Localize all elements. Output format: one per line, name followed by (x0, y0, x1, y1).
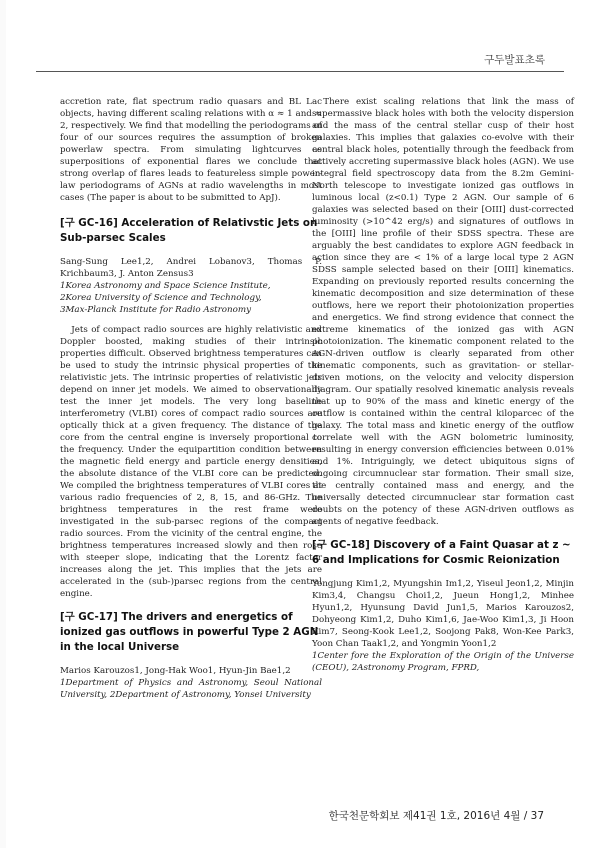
page-edge-shade (0, 0, 6, 848)
gc16-affiliation-2: 2Korea University of Science and Technology, (60, 293, 262, 303)
gc16-affiliation-1: 1Korea Astronomy and Space Science Institute, (60, 281, 271, 291)
page-header (0, 0, 600, 70)
gc18-affiliation: 1Center fore the Exploration of the Origin of the Universe (CEOU), 2Astronomy Program, FPRD, (312, 651, 574, 673)
gc17-authors: Marios Karouzos1, Jong-Hak Woo1, Hyun-Jin Bae1,2 (60, 666, 291, 676)
right-column (312, 96, 574, 674)
page-footer: 한국천문학회보 제41권 1호, 2016년 4월 / 37 (328, 810, 544, 822)
gc16-abstract: Jets of compact radio sources are highly relativistic and Doppler boosted, making studies of their intrinsic properties difficult. Observed brightness temperatures can be used to study the intrinsic physical properties of the relativistic jets. The intrinsic properties of relativistic jets depend on inner jet models. We aimed to observationally test the inner jet models. The very long baseline interferometry (VLBI) cores of compact radio sources are optically thick at a given frequency. The distance of the core from the central engine is inversely proportional to the frequency. Under the equipartition condition between the magnetic field energy and particle energy densities, the absolute distance of the VLBI core can be predicted. We compiled the brightness temperatures of VLBI cores at various radio frequencies of 2, 8, 15, and 86-GHz. The brightness temperatures in the rest frame were investigated in the sub-parsec regions of the compact radio sources. From the vicinity of the central engine, the brightness temperatures increased slowly and then rose with steeper slope, indicating that the Lorentz factor increases along the jet. This implies that the jets are accelerated in the (sub-)parsec regions from the central engine. (60, 325, 322, 599)
gc16-authors: Sang-Sung Lee1,2, Andrei Lobanov3, Thomas P. Krichbaum3, J. Anton Zensus3 (60, 257, 322, 279)
gc17-affiliations: 1Department of Physics and Astronomy, Seoul National University, 2Department of Astronomy, Yonsei University (60, 678, 322, 700)
gc18-authors: Yongjung Kim1,2, Myungshin Im1,2, Yiseul Jeon1,2, Minjin Kim3,4, Changsu Choi1,2, Jueun Hong1,2, Minhee Hyun1,2, Hyunsung David Jun1,5, Marios Karouzos2, Dohyeong Kim1,2, Duho Kim1,6, Jae-Woo Kim1,3, Ji Hoon Kim7, Seong-Kook Lee1,2, Soojong Pak8, Won-Kee Park3, Yoon Chan Taak1,2, and Yongmin Yoon1,2 (312, 579, 574, 649)
gc18-title: [구 GC-18] Discovery of a Faint Quasar at z ~ 6 and Implications for Cosmic Reionization (312, 539, 571, 566)
gc17-abstract: There exist scaling relations that link the mass of supermassive black holes with both the velocity dispersion and the mass of the central stellar cusp of their host galaxies. This implies that galaxies co-evolve with their central black holes, potentially through the feedback from actively accreting supermassive black holes (AGN). We use integral field spectroscopy data from the 8.2m Gemini-North telescope to investigate ionized gas outflows in luminous local (z<0.1) Type 2 AGN. Our sample of 6 galaxies was selected based on their [OIII] dust-corrected luminosity (>10^42 erg/s) and signatures of outflows in the [OIII] line profile of their SDSS spectra. These are arguably the best candidates to explore AGN feedback in action since they are < 1% of a large local type 2 AGN SDSS sample selected based on their [OIII] kinematics. Expanding on previously reported results concerning the kinematic decomposition and size determination of these outflows, here we report their photoionization properties and energetics. We find strong evidence that connect the extreme kinematics of the ionized gas with AGN photoionization. The kinematic component related to the AGN-driven outflow is clearly separated from other kinematic components, such as gravitation- or stellar-driven motions, on the velocity and velocity dispersion diagram. Our spatially resolved kinematic analysis reveals that up to 90% of the mass and kinetic energy of the outflow is contained within the central kiloparcec of the galaxy. The total mass and kinetic energy of the outflow correlate well with the AGN bolometric luminosity, resulting in energy conversion efficiencies between 0.01% and 1%. Intriguingly, we detect ubiquitous signs of ongoing circumnuclear star formation. Their small size, the centrally contained mass and energy, and the universally detected circumnuclear star formation cast doubts on the potency of these AGN-driven outflows as agents of negative feedback. (312, 97, 574, 527)
left-column (60, 96, 322, 701)
gc17-title: [구 GC-17] The drivers and energetics of ionized gas outflows in powerful Type 2 AGN in the local Universe (60, 611, 319, 653)
gc16-affiliation-3: 3Max-Planck Institute for Radio Astronomy (60, 305, 251, 315)
intro-paragraph: accretion rate, flat spectrum radio quasars and BL Lac objects, having different scaling relations with α ≈ 1 and ≈ 2, respectively. We find that modelling the periodograms of four of our sources requires the assumption of broken powerlaw spectra. From simulating lightcurves as superpositions of exponential flares we conclude that strong overlap of flares leads to featureless simple power-law periodograms of AGNs at radio wavelengths in most cases (The paper is about to be submitted to ApJ). (60, 97, 322, 203)
header-rule (36, 71, 564, 72)
gc16-title: [구 GC-16] Acceleration of Relativstic Jets on Sub-parsec Scales (60, 217, 318, 244)
section-label: 구두발표초록 (484, 54, 545, 66)
